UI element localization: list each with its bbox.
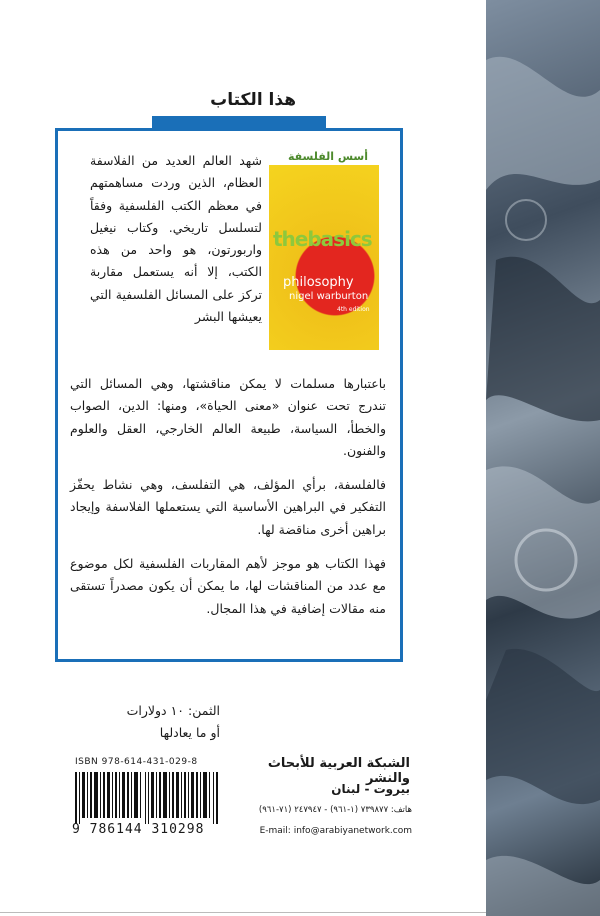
title-tab-bar xyxy=(152,116,326,128)
cover-label: أسس الفلسفة xyxy=(287,150,368,163)
cover-edition: 4th edition xyxy=(337,306,370,313)
cover-art-pattern xyxy=(486,0,600,916)
price-line: الثمن: ١٠ دولارات xyxy=(126,703,220,718)
paragraph-3: فهذا الكتاب هو موجز لأهم المقاربات الفلسفية لكل موضوع مع عدد من المناقشات لها، ما يمكن أن يكون مصدراً تستقى منه مقالات إضافية في هذا المجال. xyxy=(70,556,386,616)
page-title: هذا الكتاب xyxy=(210,90,296,110)
book-cover-image xyxy=(269,165,379,350)
cover-art-strip xyxy=(486,0,600,916)
publisher-email[interactable]: E-mail: info@arabiyanetwork.com xyxy=(259,826,412,836)
paragraph-1-continued: باعتبارها مسلمات لا يمكن مناقشتها، وهي المسائل التي تندرج تحت عنوان «معنى الحياة»، ومنها: الدين، الصواب والخطأ، السياسة، طبيعة العالم الخارجي، العقل والعلوم والفنون. xyxy=(70,376,386,458)
publisher-name: الشبكة العربية للأبحاث والنشر xyxy=(267,756,410,786)
price-equivalent: أو ما يعادلها xyxy=(159,725,220,740)
cover-author: nigel warburton xyxy=(289,291,369,302)
isbn-label: ISBN 978-614-431-029-8 xyxy=(75,757,198,767)
publisher-phone: هاتف: ٧٣٩٨٧٧ (١-٩٦١) - ٢٤٧٩٤٧ (٧١-٩٦١) xyxy=(258,805,412,815)
barcode xyxy=(75,772,223,824)
barcode-digits: 9 786144 310298 xyxy=(72,822,205,837)
cover-book-title: philosophy xyxy=(283,275,354,290)
intro-paragraph: شهد العالم العديد من الفلاسفة العظام، الذين وردت مساهمتهم في معظم الكتب الفلسفية وفقاً لتسلسل تاريخي. وكتاب نيغيل واربورتون، هو واحد من هذه الكتب، إلا أنه يستعمل مقاربة تركز على المسائل الفلسفية التي يعيشها البشر xyxy=(90,153,262,325)
bottom-rule xyxy=(0,912,486,913)
description-body xyxy=(70,373,386,632)
price-block xyxy=(80,700,220,744)
publisher-city: بيروت - لبنان xyxy=(331,782,410,796)
paragraph-2: فالفلسفة، برأي المؤلف، هي التفلسف، وهي نشاط يحفّز التفكير في البراهين الأساسية التي يستعملها الفلاسفة وإيجاد براهين أخرى مناقضة لها. xyxy=(70,477,386,537)
cover-series: thebasics xyxy=(273,227,372,251)
